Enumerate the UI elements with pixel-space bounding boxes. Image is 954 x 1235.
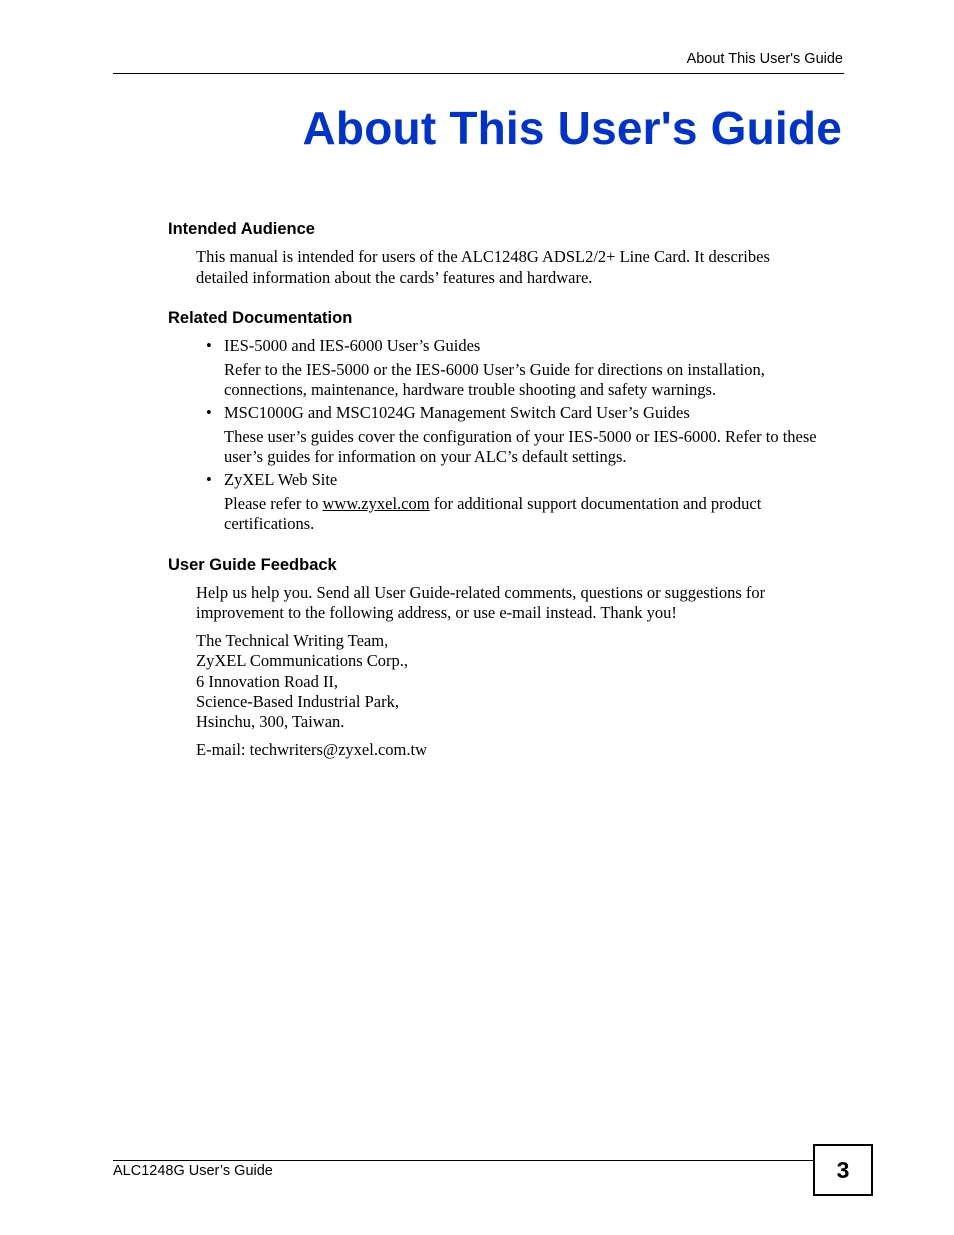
feedback-email: E-mail: techwriters@zyxel.com.tw: [196, 740, 427, 759]
feedback-line-2: improvement to the following address, or use e-mail instead. Thank you!: [196, 603, 677, 622]
header-rule: [113, 73, 844, 74]
web-site-text-post: for additional support documentation and product: [429, 494, 762, 513]
bullet-item-ies-guides: [196, 336, 480, 357]
page-number-box: [813, 1144, 873, 1196]
bullet-marker: •: [206, 336, 212, 355]
ies-guides-desc-line-1: Refer to the IES-5000 or the IES-6000 User’s Guide for directions on installation,: [224, 360, 765, 379]
intended-audience-line-2: detailed information about the cards’ features and hardware.: [196, 268, 593, 287]
bullet-title: IES-5000 and IES-6000 User’s Guides: [224, 336, 481, 355]
bullet-title: MSC1000G and MSC1024G Management Switch Card User’s Guides: [224, 403, 690, 422]
address-line-4: Science-Based Industrial Park,: [196, 692, 399, 711]
footer-guide-name: ALC1248G User’s Guide: [113, 1163, 273, 1179]
msc-guides-desc-line-1: These user’s guides cover the configuration of your IES-5000 or IES-6000. Refer to these: [224, 427, 817, 446]
intended-audience-line-1: This manual is intended for users of the ALC1248G ADSL2/2+ Line Card. It describes: [196, 247, 770, 266]
web-site-text-pre: Please refer to: [224, 494, 323, 513]
msc-guides-desc-line-2: user’s guides for information on your ALC’s default settings.: [224, 447, 627, 466]
bullet-marker: •: [206, 470, 212, 489]
address-line-2: ZyXEL Communications Corp.,: [196, 651, 409, 670]
address-line-5: Hsinchu, 300, Taiwan.: [196, 712, 345, 731]
page-number: 3: [836, 1156, 850, 1183]
feedback-line-1: Help us help you. Send all User Guide-related comments, questions or suggestions for: [196, 583, 766, 602]
web-site-desc-line-1: [224, 494, 844, 515]
address-line-1: The Technical Writing Team,: [196, 631, 389, 650]
address-line-3: 6 Innovation Road II,: [196, 672, 339, 691]
running-header: About This User's Guide: [686, 51, 843, 67]
web-site-desc-line-2: certifications.: [224, 514, 315, 533]
heading-intended-audience: Intended Audience: [168, 220, 315, 238]
bullet-title: ZyXEL Web Site: [224, 470, 338, 489]
bullet-item-msc-guides: [196, 403, 690, 424]
zyxel-website-link[interactable]: www.zyxel.com: [322, 494, 430, 513]
ies-guides-desc-line-2: connections, maintenance, hardware trouble shooting and safety warnings.: [224, 380, 717, 399]
page-title: About This User's Guide: [302, 102, 842, 154]
heading-user-guide-feedback: User Guide Feedback: [168, 556, 337, 574]
heading-related-documentation: Related Documentation: [168, 309, 353, 327]
bullet-item-web-site: [196, 470, 337, 491]
bullet-marker: •: [206, 403, 212, 422]
